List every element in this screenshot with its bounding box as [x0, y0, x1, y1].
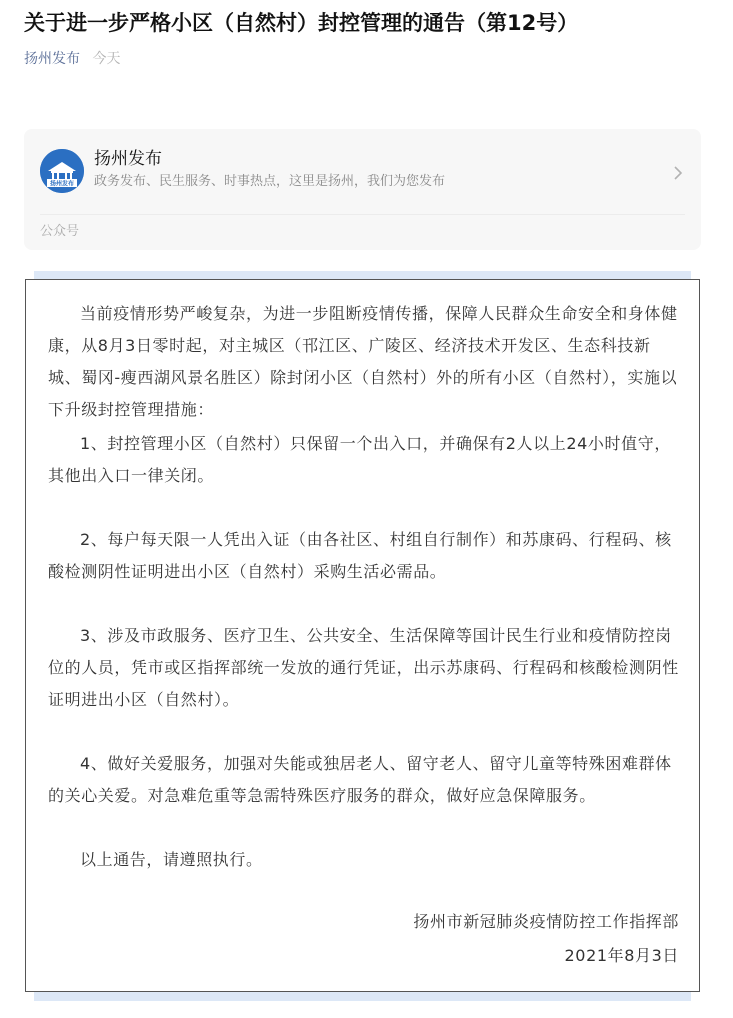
account-name: 扬州发布 — [94, 149, 162, 169]
building-logo-icon — [40, 149, 84, 193]
notice-item-1: 1、封控管理小区（自然村）只保留一个出入口，并确保有2人以上24小时值守，其他出入口一律关闭。 — [48, 434, 671, 485]
notice-sign-date: 2021年8月3日 — [564, 946, 679, 965]
article-title: 关于进一步严格小区（自然村）封控管理的通告（第12号） — [24, 11, 579, 35]
notice-closing: 以上通告，请遵照执行。 — [80, 850, 263, 869]
publish-date: 今天 — [92, 51, 121, 67]
notice-item-4: 4、做好关爱服务，加强对失能或独居老人、留守老人、留守儿童等特殊困难群体的关心关爱。对急难危重等急需特殊医疗服务的群众，做好应急保障服务。 — [48, 754, 672, 805]
notice-item-3: 3、涉及市政服务、医疗卫生、公共安全、生活保障等国计民生行业和疫情防控岗位的人员，凭市或区指挥部统一发放的通行凭证，出示苏康码、行程码和核酸检测阴性证明进出小区（自然村）。 — [48, 626, 679, 709]
account-type-label: 公众号 — [40, 224, 80, 239]
author-link[interactable]: 扬州发布 — [24, 51, 80, 67]
card-divider — [40, 214, 685, 215]
account-avatar[interactable] — [40, 149, 84, 193]
avatar-text: 扬州发布 — [49, 180, 75, 188]
notice-signature: 扬州市新冠肺炎疫情防控工作指挥部 — [413, 912, 679, 931]
account-card[interactable] — [24, 129, 701, 250]
notice-item-2: 2、每户每天限一人凭出入证（由各社区、村组自行制作）和苏康码、行程码、核酸检测阴性证明进出小区（自然村）采购生活必需品。 — [48, 530, 672, 581]
chevron-right-icon[interactable] — [671, 163, 685, 183]
account-description: 政务发布、民生服务、时事热点，这里是扬州，我们为您发布 — [94, 174, 446, 189]
notice-box — [25, 279, 700, 992]
article-meta — [24, 49, 120, 69]
notice-intro: 当前疫情形势严峻复杂，为进一步阻断疫情传播，保障人民群众生命安全和身体健康，从8月3日零时起，对主城区（邗江区、广陵区、经济技术开发区、生态科技新城、蜀冈-瘦西湖风景名胜区）除封闭小区（自然村）外的所有小区（自然村），实施以下升级封控管理措施： — [48, 304, 678, 419]
